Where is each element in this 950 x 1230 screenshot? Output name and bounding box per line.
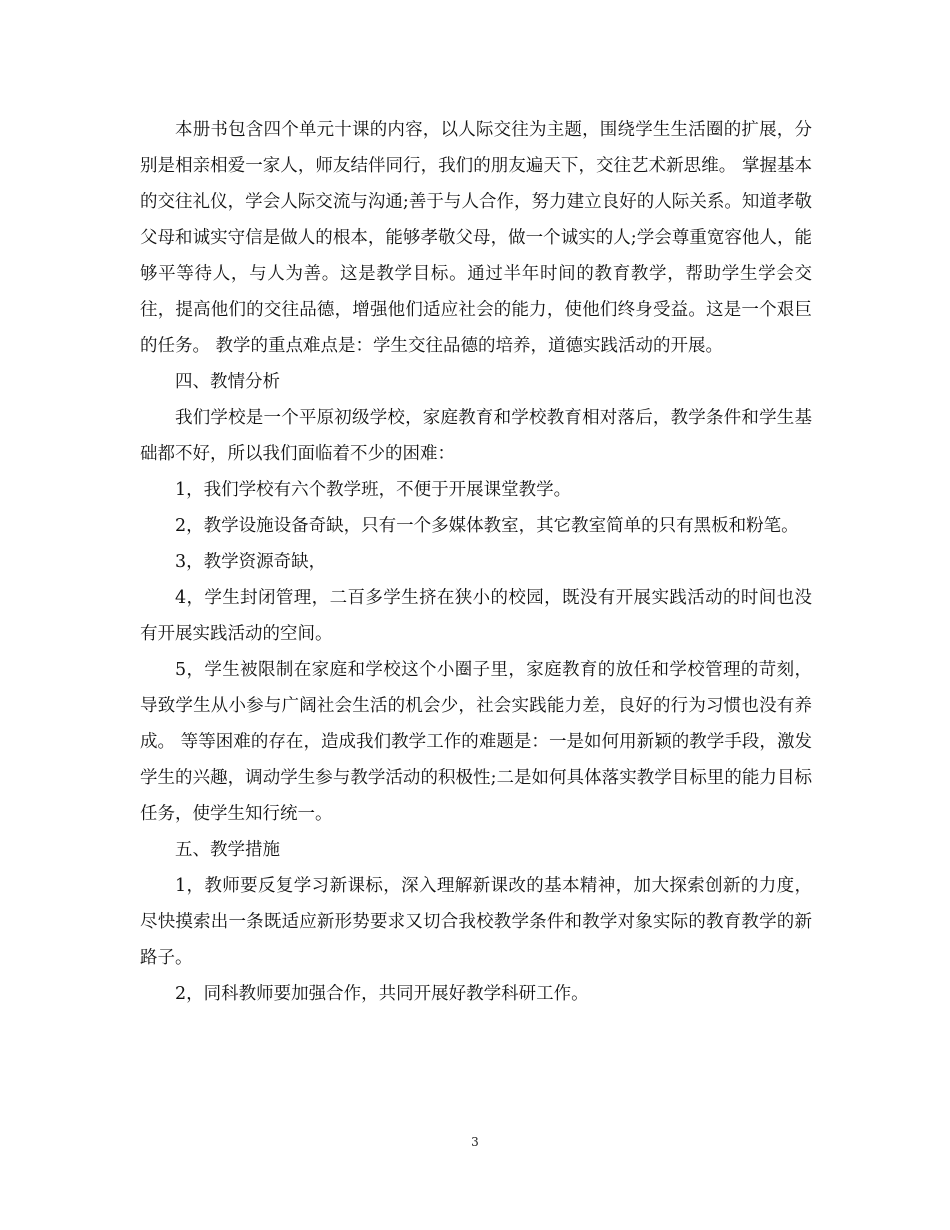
list-item-difficulty-5: 5，学生被限制在家庭和学校这个小圈子里，家庭教育的放任和学校管理的苛刻，导致学生从小参与广阔社会生活的机会少，社会实践能力差，良好的行为习惯也没有养成。 等等困难的存在，造成我们教学工作的难题是：一是如何用新颖的教学手段，激发学生的兴趣，调动学生参与教学活动的积极性;二是如何具体落实教学目标里的能力目标任务，使学生知行统一。: [140, 660, 812, 824]
document-body: [140, 112, 812, 1012]
list-item-difficulty-3: 3，教学资源奇缺，: [175, 552, 327, 572]
paragraph-textbook-overview: 本册书包含四个单元十课的内容，以人际交往为主题，围绕学生生活圈的扩展，分别是相亲相爱一家人，师友结伴同行，我们的朋友遍天下，交往艺术新思维。 掌握基本的交往礼仪，学会人际交流与沟通;善于与人合作，努力建立良好的人际关系。知道孝敬父母和诚实守信是做人的根本，能够孝敬父母，做一个诚实的人;学会尊重宽容他人，能够平等待人，与人为善。这是教学目标。通过半年时间的教育教学，帮助学生学会交往，提高他们的交往品德，增强他们适应社会的能力，使他们终身受益。这是一个艰巨的任务。 教学的重点难点是：学生交往品德的培养，道德实践活动的开展。: [140, 120, 812, 356]
list-item-measure-2: 2，同科教师要加强合作，共同开展好教学科研工作。: [175, 984, 589, 1004]
heading-teaching-analysis: 四、教情分析: [175, 372, 280, 392]
paragraph-school-situation: 我们学校是一个平原初级学校，家庭教育和学校教育相对落后，教学条件和学生基础都不好，所以我们面临着不少的困难：: [140, 408, 812, 464]
heading-teaching-measures: 五、教学措施: [175, 840, 280, 860]
list-item-difficulty-1: 1，我们学校有六个教学班，不便于开展课堂教学。: [175, 480, 572, 500]
list-item-difficulty-4: 4，学生封闭管理，二百多学生挤在狭小的校园，既没有开展实践活动的时间也没有开展实践活动的空间。: [140, 588, 812, 644]
page-number: 3: [471, 1135, 479, 1149]
list-item-difficulty-2: 2，教学设施设备奇缺，只有一个多媒体教室，其它教室简单的只有黑板和粉笔。: [175, 516, 799, 536]
list-item-measure-1: 1，教师要反复学习新课标，深入理解新课改的基本精神，加大探索创新的力度，尽快摸索出一条既适应新形势要求又切合我校教学条件和教学对象实际的教育教学的新路子。: [140, 876, 812, 968]
